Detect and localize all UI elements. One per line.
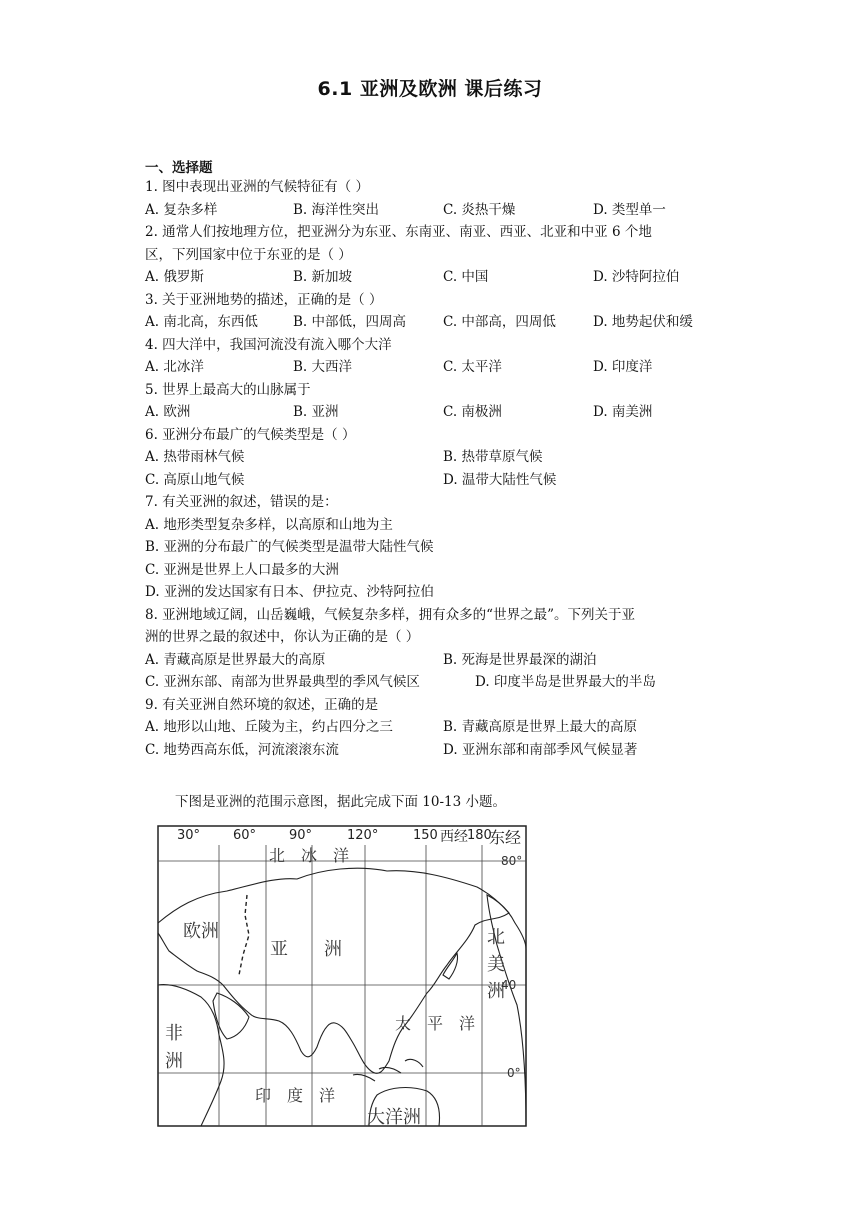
option[interactable]: D. 印度半岛是世界最大的半岛	[475, 674, 656, 690]
option[interactable]: D. 亚洲东部和南部季风气候显著	[443, 741, 638, 758]
lon-label: 150	[413, 828, 438, 843]
west-longitude-label: 西经	[440, 829, 468, 845]
question-stem: 7. 有关亚洲的叙述，错误的是：	[145, 494, 338, 510]
option[interactable]: B. 亚洲的分布最广的气候类型是温带大陆性气候	[145, 539, 434, 555]
option[interactable]: C. 南极洲	[443, 404, 502, 420]
option[interactable]: A. 地形以山地、丘陵为主，约占四分之三	[145, 719, 393, 735]
option[interactable]: D. 亚洲的发达国家有日本、伊拉克、沙特阿拉伯	[145, 584, 434, 600]
lon-label: 90°	[289, 828, 313, 843]
lon-label: 30°	[177, 828, 201, 843]
option[interactable]: B. 新加坡	[293, 269, 353, 285]
option[interactable]: B. 亚洲	[293, 404, 339, 420]
option[interactable]: C. 中部高，四周低	[443, 314, 556, 330]
option[interactable]: A. 欧洲	[145, 404, 191, 420]
lat-label: 0°	[507, 1066, 521, 1080]
option[interactable]: A. 复杂多样	[145, 201, 218, 218]
question-stem: 洲的世界之最的叙述中，你认为正确的是（ ）	[145, 629, 420, 645]
option[interactable]: A. 南北高，东西低	[145, 314, 258, 330]
arctic-ocean-label: 北 冰 洋	[269, 846, 350, 865]
map-intro: 下图是亚洲的范围示意图，据此完成下面 10-13 小题。	[175, 794, 506, 810]
lon-label: 60°	[233, 828, 257, 843]
option[interactable]: A. 北冰洋	[145, 359, 204, 375]
question-stem: 3. 关于亚洲地势的描述，正确的是（ ）	[145, 291, 383, 308]
lat-label: 40	[501, 978, 517, 992]
option[interactable]: A. 热带雨林气候	[145, 449, 245, 465]
oceania-label: 大洋洲	[367, 1107, 421, 1127]
option[interactable]: C. 中国	[443, 269, 489, 285]
lat-label: 80°	[501, 854, 523, 868]
question-stem: 5. 世界上最高大的山脉属于	[145, 381, 311, 398]
question-stem: 8. 亚洲地域辽阔，山岳巍峨，气候复杂多样，拥有众多的“世界之最”。下列关于亚	[145, 606, 635, 623]
option[interactable]: D. 南美洲	[593, 404, 653, 420]
option[interactable]: B. 死海是世界最深的湖泊	[443, 651, 597, 668]
option[interactable]: C. 太平洋	[443, 359, 502, 375]
north-america-label-1: 北	[487, 927, 505, 948]
option[interactable]: D. 沙特阿拉伯	[593, 269, 680, 285]
question-stem: 4. 四大洋中，我国河流没有流入哪个大洋	[145, 336, 392, 353]
page-title: 6.1 亚洲及欧洲 课后练习	[317, 78, 543, 100]
option[interactable]: B. 海洋性突出	[293, 201, 380, 218]
asia-label: 亚 洲	[270, 939, 342, 960]
section-heading: 一、选择题	[145, 160, 213, 176]
option[interactable]: C. 炎热干燥	[443, 201, 516, 218]
north-america-label-3: 洲	[487, 981, 505, 1002]
option[interactable]: C. 亚洲是世界上人口最多的大洲	[145, 561, 339, 578]
option[interactable]: A. 青藏高原是世界最大的高原	[145, 651, 326, 668]
option[interactable]: D. 温带大陆性气候	[443, 471, 557, 488]
north-america-label-2: 美	[487, 954, 505, 975]
option[interactable]: B. 大西洋	[293, 359, 353, 375]
option[interactable]: A. 俄罗斯	[145, 269, 204, 285]
lon-label: 180	[467, 828, 492, 843]
option[interactable]: D. 印度洋	[593, 359, 653, 375]
asia-map	[157, 825, 527, 1127]
pacific-ocean-label: 太 平 洋	[395, 1014, 476, 1033]
lon-label: 120°	[347, 828, 379, 843]
africa-label-1: 非	[165, 1023, 183, 1044]
question-stem: 1. 图中表现出亚洲的气候特征有（ ）	[145, 179, 369, 195]
option[interactable]: B. 中部低，四周高	[293, 314, 407, 330]
option[interactable]: C. 地势西高东低，河流滚滚东流	[145, 741, 339, 758]
indian-ocean-label: 印 度 洋	[255, 1086, 336, 1105]
question-stem: 9. 有关亚洲自然环境的叙述，正确的是	[145, 696, 379, 713]
option[interactable]: C. 亚洲东部、南部为世界最典型的季风气候区	[145, 674, 420, 690]
option[interactable]: A. 地形类型复杂多样，以高原和山地为主	[145, 516, 393, 533]
question-stem: 2. 通常人们按地理方位，把亚洲分为东亚、东南亚、南亚、西亚、北亚和中亚 6 个地	[145, 224, 652, 240]
option[interactable]: D. 类型单一	[593, 201, 666, 218]
option[interactable]: D. 地势起伏和缓	[593, 314, 693, 330]
africa-label-2: 洲	[165, 1051, 183, 1072]
option[interactable]: B. 青藏高原是世界上最大的高原	[443, 719, 638, 735]
question-stem: 6. 亚洲分布最广的气候类型是（ ）	[145, 426, 356, 443]
option[interactable]: B. 热带草原气候	[443, 449, 543, 465]
question-stem: 区，下列国家中位于东亚的是（ ）	[145, 246, 352, 263]
europe-label: 欧洲	[183, 921, 219, 942]
east-longitude-label: 东经	[489, 828, 522, 847]
option[interactable]: C. 高原山地气候	[145, 471, 245, 488]
